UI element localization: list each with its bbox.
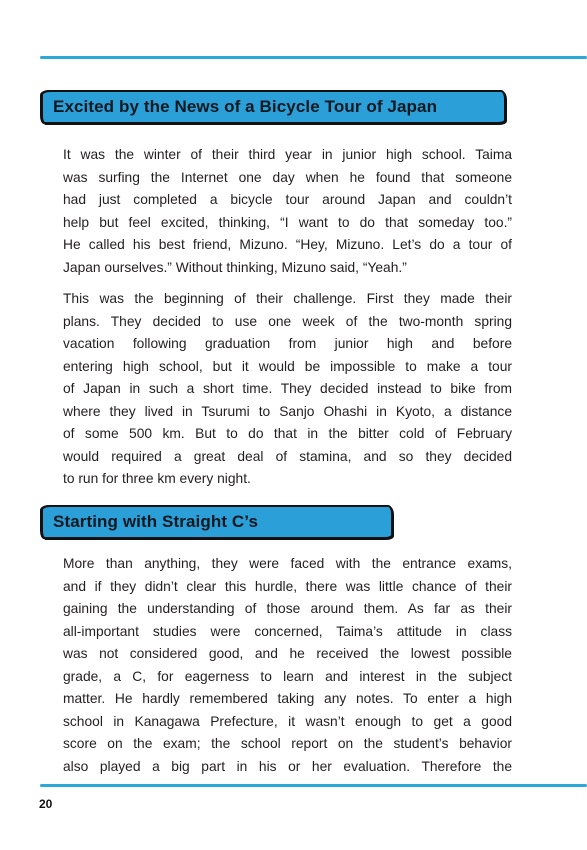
text-line: also played a big part in his or her evaluation. Therefore the <box>63 758 512 774</box>
text-line: was not considered good, and he received the lowest possible <box>63 646 512 661</box>
text-line: was surfing the Internet one day when he found that someone <box>63 169 512 185</box>
text-line: More than anything, they were faced with the entrance exams, <box>63 556 512 571</box>
text-line: where they lived in Tsurumi to Sanjo Ohashi in Kyoto, a distance <box>63 403 512 419</box>
text-line: He called his best friend, Mizuno. “Hey, Mizuno. Let’s do a tour of <box>63 237 512 252</box>
text-line: matter. He hardly remembered taking any notes. To enter a high <box>63 691 512 706</box>
text-line: Japan ourselves.” Without thinking, Mizuno said, “Yeah.” <box>63 259 407 275</box>
text-line: It was the winter of their third year in junior high school. Taima <box>63 147 512 162</box>
text-line: gaining the understanding of those around them. As far as their <box>63 601 512 616</box>
text-line: and if they didn’t clear this hurdle, there was little chance of their <box>63 578 512 594</box>
section-heading-straight-cs <box>41 505 393 539</box>
text-line: would required a great deal of stamina, and so they decided <box>63 448 512 464</box>
text-line: score on the exam; the school report on the student’s behavior <box>63 736 512 751</box>
paragraph-winter-internet <box>63 144 512 279</box>
bottom-decorative-rule <box>40 784 587 787</box>
text-line: had just completed a bicycle tour around Japan and couldn’t <box>63 192 512 207</box>
paragraph-entrance-exams <box>63 553 512 778</box>
section-heading-text: Excited by the News of a Bicycle Tour of Japan <box>53 97 438 116</box>
text-line: grade, a C, for eagerness to learn and interest in the subject <box>63 668 512 684</box>
text-line: plans. They decided to use one week of the two-month spring <box>63 313 512 329</box>
paragraph-beginning-challenge <box>63 288 512 491</box>
text-line: school in Kanagawa Prefecture, it wasn’t enough to get a good <box>63 713 512 729</box>
text-line: of Japan in such a short time. They decided instead to bike from <box>63 381 512 396</box>
section-heading-text: Starting with Straight C’s <box>53 512 259 531</box>
section-heading-bicycle-tour <box>41 90 506 124</box>
text-line: of some 500 km. But to do that in the bitter cold of February <box>63 426 512 441</box>
text-line: all-important studies were concerned, Taima’s attitude in class <box>63 623 512 639</box>
text-line: entering high school, but it would be impossible to make a tour <box>63 358 512 374</box>
text-line: This was the beginning of their challenge. First they made their <box>63 291 512 306</box>
page-number: 20 <box>39 797 53 811</box>
text-line: help but feel excited, thinking, “I want to do that someday too.” <box>63 214 512 230</box>
text-line: vacation following graduation from junior high and before <box>63 336 512 351</box>
top-decorative-rule <box>40 56 587 59</box>
text-line: to run for three km every night. <box>63 471 251 486</box>
